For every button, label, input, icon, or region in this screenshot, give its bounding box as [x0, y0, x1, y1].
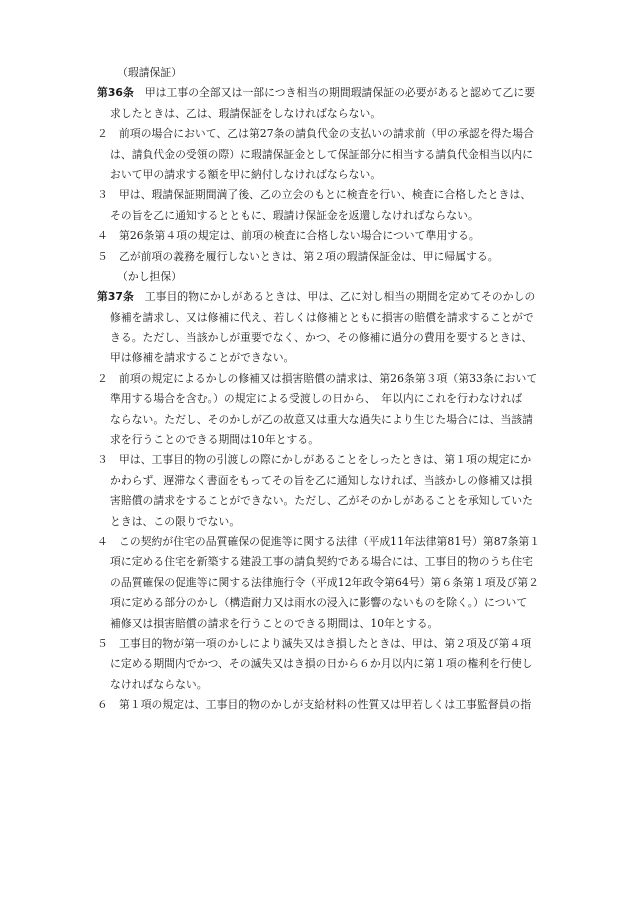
paragraph-first-line — [0, 247, 630, 267]
paragraph-first-line — [0, 369, 630, 389]
paragraph-continuation-line: 項に定める部分のかし（構造耐力又は雨水の浸入に影響のないものを除く。）について — [110, 596, 528, 610]
paragraph-text: 乙が前項の義務を履行しないときは、第２項の瑕請保証金は、甲に帰属する。 — [119, 249, 499, 263]
paragraph-continuation-line: なければならない。 — [110, 677, 208, 691]
paragraph-first-line — [0, 124, 630, 144]
article-continuation-line: 修補を請求し、又は修補に代え、若しくは修補とともに損害の賠償を請求することがで — [110, 310, 534, 324]
paragraph-first-line — [0, 185, 630, 205]
paragraph-text: 第26条第４項の規定は、前項の検査に合格しない場合について準用する。 — [119, 229, 480, 243]
paragraph-text: 前項の場合において、乙は第27条の請負代金の支払いの請求前（甲の承認を得た場合 — [119, 127, 534, 141]
paragraph-first-line — [0, 226, 630, 246]
paragraph-continuation-line: は、請負代金の受領の際）に瑕請保証金として保証部分に相当する請負代金相当以内に — [110, 147, 534, 161]
article-text: 工事目的物にかしがあるときは、甲は、乙に対し相当の期間を定めてそのかしの — [144, 290, 536, 304]
paragraph-number: ６ — [97, 698, 108, 712]
article-number: 第36条 — [97, 86, 134, 100]
paragraph-number: ４ — [97, 534, 108, 548]
paragraph-continuation-line: に定める期間内でかつ、その滅失又はき損の日から６か月以内に第１項の権利を行使し — [110, 657, 533, 671]
document-page — [0, 63, 630, 716]
paragraph-text: 甲は、瑕請保証期間満了後、乙の立会のもとに検査を行い、検査に合格したときは、 — [119, 188, 532, 202]
paragraph-continuation-line: 補修又は損害賠償の請求を行うことのできる期間は、10年とする。 — [110, 616, 439, 630]
paragraph-continuation-line: 害賠償の請求をすることができない。ただし、乙がそのかしがあることを承知していた — [110, 494, 534, 508]
article-continuation-line: 甲は修補を請求することができない。 — [110, 351, 295, 365]
paragraph-number: ３ — [97, 453, 108, 467]
article-number: 第37条 — [97, 290, 134, 304]
paragraph-number: ４ — [97, 229, 108, 243]
paragraph-continuation-line: の品質確保の促進等に関する法律施行令（平成12年政令第64号）第６条第１項及び第２ — [110, 575, 540, 589]
paragraph-number: ３ — [97, 188, 108, 202]
section-heading: （瑕請保証） — [117, 66, 183, 79]
paragraph-text: 工事目的物が第一項のかしにより滅失又はき損したときは、甲は、第２項及び第４項 — [119, 636, 532, 650]
paragraph-first-line — [0, 450, 630, 470]
paragraph-text: 前項の規定によるかしの修補又は損害賠償の請求は、第26条第３項（第33条において — [119, 371, 538, 385]
paragraph-text: 第１項の規定は、工事目的物のかしが支給材料の性質又は甲若しくは工事監督員の指 — [119, 698, 532, 712]
paragraph-number: ２ — [97, 127, 108, 141]
paragraph-first-line — [0, 695, 630, 715]
paragraph-continuation-line: かわらず、遅滞なく書面をもってその旨を乙に通知しなければ、当該かしの修補又は損 — [110, 473, 533, 487]
article-first-line — [0, 287, 630, 307]
paragraph-text: この契約が住宅の品質確保の促進等に関する法律（平成11年法律第81号）第87条第１ — [119, 534, 541, 548]
paragraph-first-line — [0, 634, 630, 654]
paragraph-continuation-line: ときは、この限りでない。 — [110, 514, 241, 528]
paragraph-continuation-line: おいて甲の請求する額を甲に納付しなければならない。 — [110, 167, 382, 181]
paragraph-continuation-line: 準用する場合を含む。）の規定による受渡しの日から、 年以内にこれを行わなければ — [110, 392, 523, 406]
paragraph-text: 甲は、工事目的物の引渡しの際にかしがあることをしったときは、第１項の規定にか — [119, 453, 532, 467]
article-continuation-line: きる。ただし、当該かしが重要でなく、かつ、その修補に過分の費用を要するときは、 — [110, 331, 533, 345]
paragraph-number: ５ — [97, 636, 108, 650]
paragraph-number: ２ — [97, 371, 108, 385]
section-heading: （かし担保） — [117, 269, 183, 283]
paragraph-first-line — [0, 532, 630, 552]
paragraph-continuation-line: その旨を乙に通知するとともに、瑕請け保証金を返還しなければならない。 — [110, 208, 479, 222]
article-first-line — [0, 83, 630, 103]
article-text: 甲は工事の全部又は一部につき相当の期間瑕請保証の必要があると認めて乙に要 — [144, 86, 536, 100]
paragraph-continuation-line: 項に定める住宅を新築する建設工事の請負契約である場合には、工事目的物のうち住宅 — [110, 555, 534, 569]
paragraph-continuation-line: 求を行うことのできる期間は10年とする。 — [110, 433, 320, 447]
article-continuation-line: 求したときは、乙は、瑕請保証をしなければならない。 — [110, 106, 382, 120]
paragraph-number: ５ — [97, 249, 108, 263]
paragraph-continuation-line: ならない。ただし、そのかしが乙の故意又は重大な過失により生じた場合には、当該請 — [110, 412, 534, 426]
